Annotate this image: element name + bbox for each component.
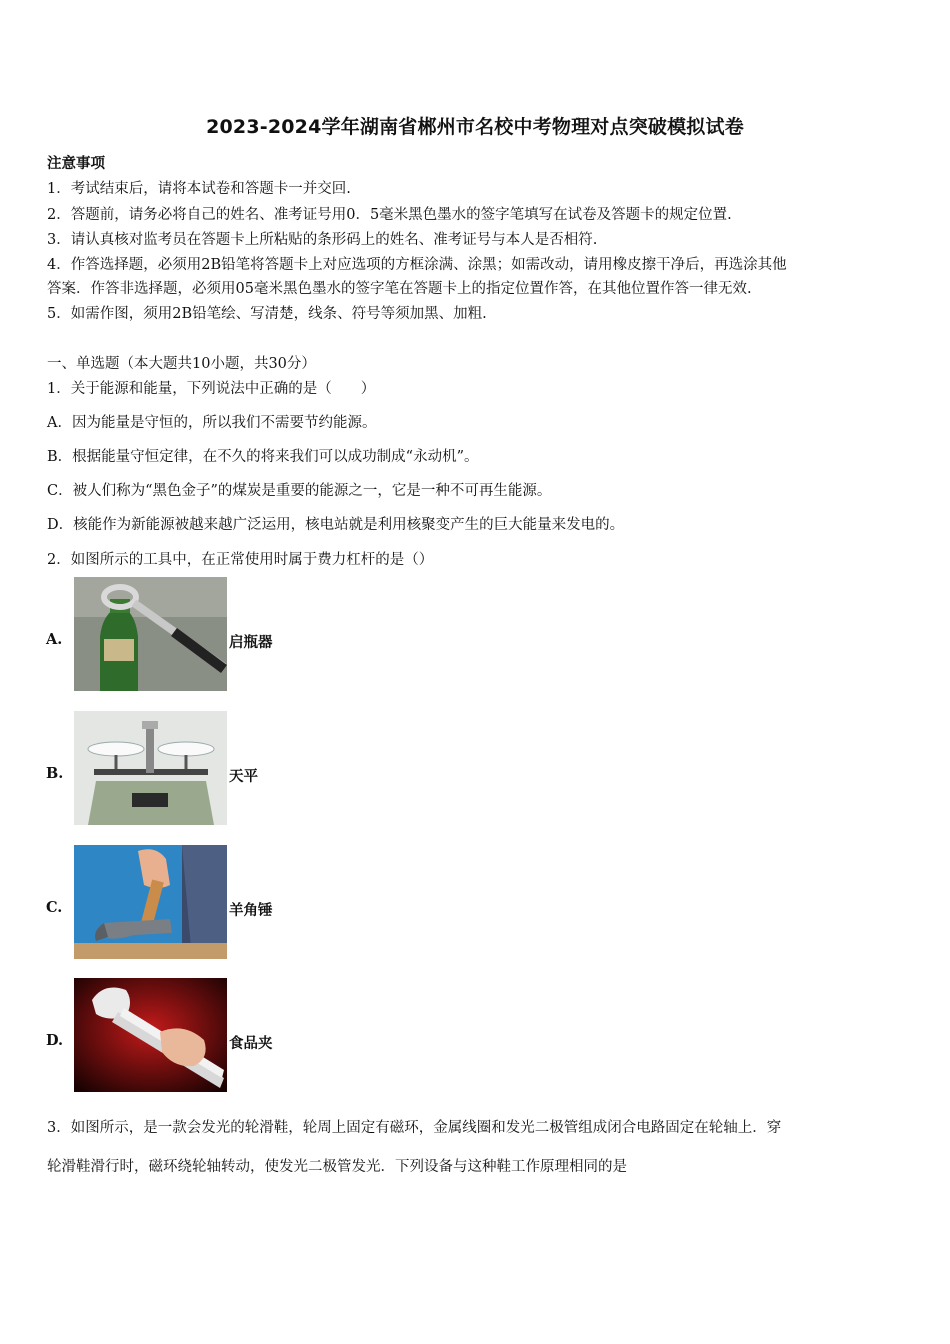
question-2-option-c-letter: C.	[46, 899, 63, 916]
notice-item: 1．考试结束后，请将本试卷和答题卡一并交回.	[47, 181, 351, 197]
question-3-line-1: 3．如图所示，是一款会发光的轮滑鞋，轮周上固定有磁环，金属线圈和发光二极管组成闭合电路固定在轮轴上．穿	[47, 1120, 782, 1136]
question-1-option-b: B．根据能量守恒定律，在不久的将来我们可以成功制成“永动机”。	[47, 449, 479, 465]
section-heading: 一、单选题（本大题共10小题，共30分）	[47, 356, 316, 372]
question-2-option-a-letter: A.	[46, 631, 63, 648]
question-1-option-c: C．被人们称为“黑色金子”的煤炭是重要的能源之一，它是一种不可再生能源。	[47, 483, 552, 499]
notice-item: 3．请认真核对监考员在答题卡上所粘贴的条形码上的姓名、准考证号与本人是否相符.	[47, 232, 598, 248]
notice-item: 5．如需作图，须用2B铅笔绘、写清楚，线条、符号等须加黑、加粗.	[47, 306, 487, 322]
question-2-option-d-letter: D.	[46, 1032, 64, 1049]
food-tongs-photo	[74, 978, 227, 1092]
notice-item: 答案．作答非选择题，必须用05毫米黑色墨水的签字笔在答题卡上的指定位置作答，在其他位置作答一律无效.	[47, 281, 752, 297]
bottle-opener-photo	[74, 577, 227, 691]
question-1-option-d: D．核能作为新能源被越来越广泛运用，核电站就是利用核聚变产生的巨大能量来发电的。	[47, 517, 625, 533]
notice-item: 4．作答选择题，必须用2B铅笔将答题卡上对应选项的方框涂满、涂黑；如需改动，请用橡皮擦干净后，再选涂其他	[47, 257, 787, 273]
question-1-stem: 1．关于能源和能量，下列说法中正确的是（ ）	[47, 381, 376, 397]
question-3-line-2: 轮滑鞋滑行时，磁环绕轮轴转动，使发光二极管发光．下列设备与这种鞋工作原理相同的是	[47, 1159, 627, 1175]
question-2-stem: 2．如图所示的工具中，在正常使用时属于费力杠杆的是（）	[47, 552, 434, 568]
question-2-option-b-label: 天平	[229, 768, 258, 785]
notice-heading: 注意事项	[47, 155, 105, 172]
question-2-option-a-label: 启瓶器	[229, 634, 273, 651]
question-1-option-a: A．因为能量是守恒的，所以我们不需要节约能源。	[47, 415, 377, 431]
notice-item: 2．答题前，请务必将自己的姓名、准考证号用0．5毫米黑色墨水的签字笔填写在试卷及答题卡的规定位置.	[47, 207, 732, 223]
question-2-option-d-label: 食品夹	[229, 1035, 273, 1052]
page-title: 2023-2024学年湖南省郴州市名校中考物理对点突破模拟试卷	[206, 116, 744, 138]
claw-hammer-photo	[74, 845, 227, 959]
question-2-option-b-letter: B.	[46, 765, 64, 782]
balance-scale-photo	[74, 711, 227, 825]
question-2-option-c-label: 羊角锤	[229, 902, 273, 919]
